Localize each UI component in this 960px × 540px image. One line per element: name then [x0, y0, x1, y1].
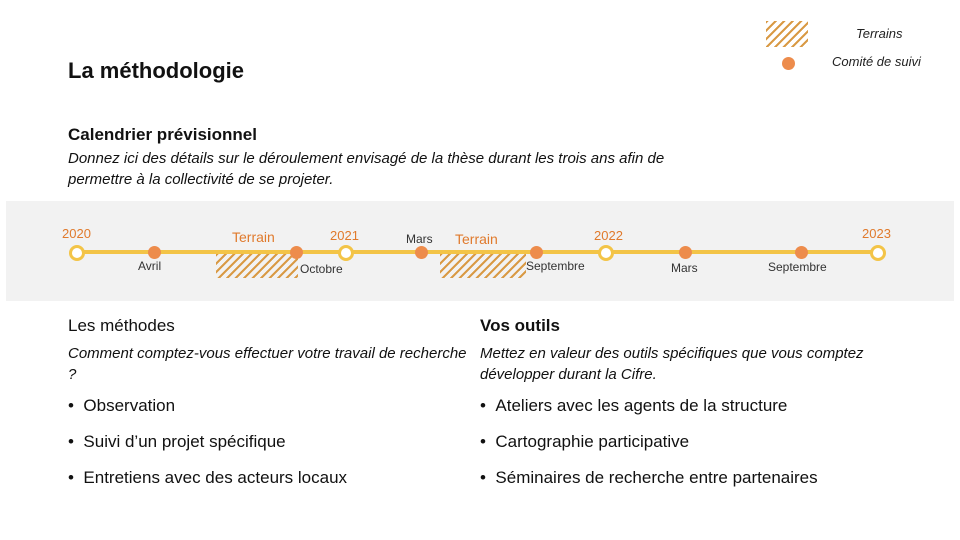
comite-dot-mars-2	[679, 246, 692, 259]
outils-item-2-text: Cartographie participative	[495, 432, 690, 451]
terrain-period-2	[440, 254, 526, 278]
year-marker-2022	[598, 245, 614, 261]
methodes-item-1-text: Observation	[83, 396, 176, 415]
methodes-item-2-text: Suivi d’un projet spécifique	[83, 432, 286, 451]
month-label-septembre-1: Septembre	[526, 259, 585, 273]
timeline-line	[76, 250, 878, 254]
methodes-item-3-text: Entretiens avec des acteurs locaux	[83, 468, 348, 487]
methodes-description: Comment comptez-vous effectuer votre travail de recherche ?	[68, 345, 467, 383]
outils-item-1-text: Ateliers avec les agents de la structure	[495, 396, 788, 415]
methodes-item-1: • Observation	[68, 396, 176, 415]
year-label-2023: 2023	[862, 226, 891, 241]
month-label-septembre-2: Septembre	[768, 260, 827, 274]
terrain-label-1: Terrain	[232, 229, 275, 245]
methodes-item-3: • Entretiens avec des acteurs locaux	[68, 468, 348, 487]
year-label-2022: 2022	[594, 228, 623, 243]
month-label-mars-2: Mars	[671, 261, 698, 275]
comite-dot-octobre	[290, 246, 303, 259]
outils-title: Vos outils	[480, 316, 560, 335]
terrain-label-2: Terrain	[455, 231, 498, 247]
comite-dot-mars-1	[415, 246, 428, 259]
outils-item-1: • Ateliers avec les agents de la structure	[480, 396, 788, 415]
outils-item-3: • Séminaires de recherche entre partenaires	[480, 468, 818, 487]
legend-terrains-label: Terrains	[856, 26, 903, 41]
month-label-avril: Avril	[138, 259, 162, 273]
year-label-2020: 2020	[62, 226, 91, 241]
month-label-octobre: Octobre	[300, 262, 343, 276]
comite-dot-septembre-1	[530, 246, 543, 259]
outils-item-2: • Cartographie participative	[480, 432, 690, 451]
outils-item-3-text: Séminaires de recherche entre partenaires	[495, 468, 818, 487]
section-title: Calendrier prévisionnel	[68, 125, 257, 144]
comite-dot-avril	[148, 246, 161, 259]
legend-terrains-swatch	[766, 21, 808, 47]
legend-comite-label: Comité de suivi	[832, 54, 921, 69]
year-marker-2023	[870, 245, 886, 261]
comite-dot-septembre-2	[795, 246, 808, 259]
outils-description: Mettez en valeur des outils spécifiques que vous comptez développer durant la Cifre.	[480, 345, 864, 383]
year-marker-2021	[338, 245, 354, 261]
methodes-item-2: • Suivi d’un projet spécifique	[68, 432, 286, 451]
methodes-title: Les méthodes	[68, 316, 175, 335]
year-marker-2020	[69, 245, 85, 261]
month-label-mars-1: Mars	[406, 232, 433, 246]
page-title: La méthodologie	[68, 58, 244, 83]
section-description: Donnez ici des détails sur le déroulement envisagé de la thèse durant les trois ans afin de permettre à la collectivité de se projeter.	[68, 150, 665, 188]
terrain-period-1	[216, 254, 298, 278]
year-label-2021: 2021	[330, 228, 359, 243]
legend-comite-dot	[782, 57, 795, 70]
